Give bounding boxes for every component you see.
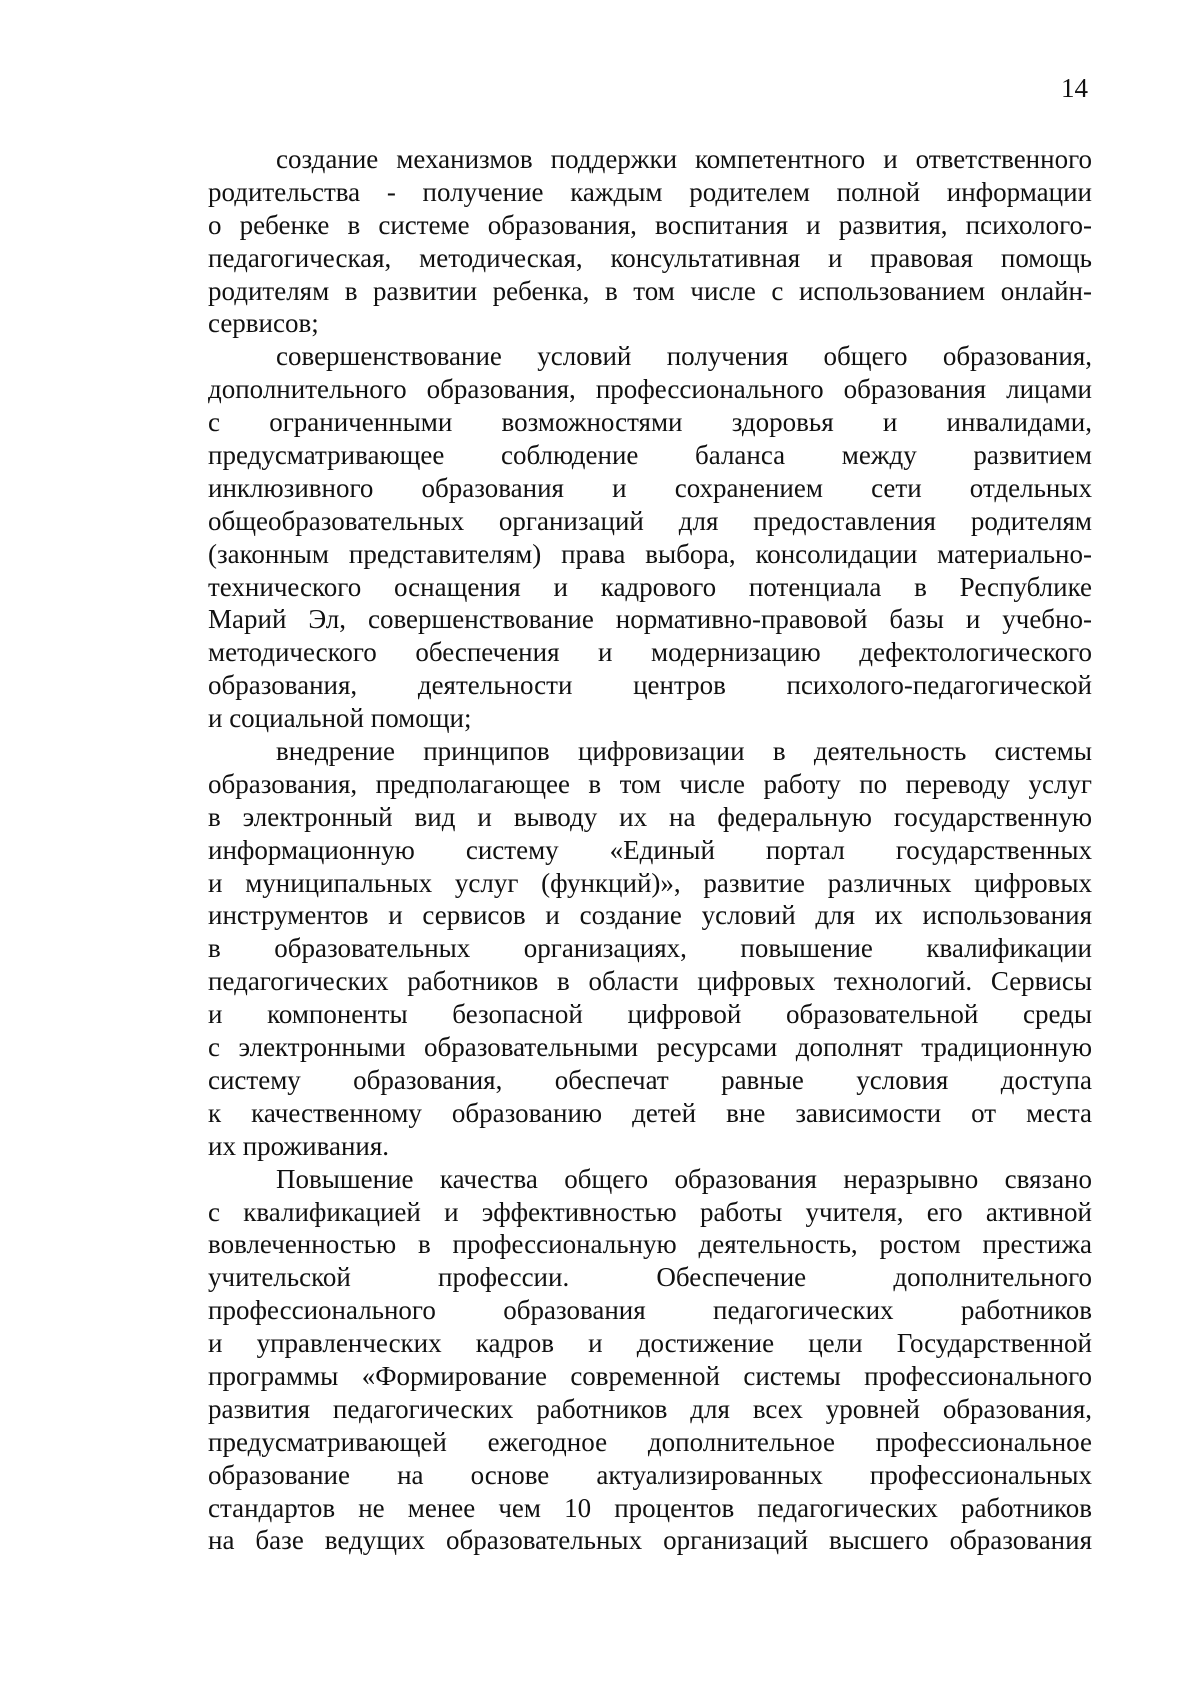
text-line: Марий Эл, совершенствование нормативно-правовой базы и учебно-: [208, 604, 1092, 635]
document-body: [208, 143, 1092, 1557]
text-line: педагогических работников в области цифровых технологий. Сервисы: [208, 966, 1092, 997]
text-line: инклюзивного образования и сохранением сети отдельных: [208, 472, 1092, 503]
text-line: программы «Формирование современной системы профессионального: [208, 1360, 1092, 1391]
text-line: образования, предполагающее в том числе работу по переводу услуг: [208, 768, 1092, 799]
text-line: сервисов;: [208, 308, 319, 339]
text-line: систему образования, обеспечат равные условия доступа: [208, 1064, 1092, 1095]
text-line: предусматривающее соблюдение баланса между развитием: [208, 440, 1092, 471]
text-line: и муниципальных услуг (функций)», развитие различных цифровых: [208, 867, 1092, 898]
text-line: вовлеченностью в профессиональную деятельность, ростом престижа: [208, 1229, 1092, 1260]
text-line: и управленческих кадров и достижение цели Государственной: [208, 1328, 1092, 1359]
text-line: дополнительного образования, профессионального образования лицами: [208, 374, 1092, 405]
text-line: технического оснащения и кадрового потенциала в Республике: [208, 571, 1092, 602]
text-line: родителям в развитии ребенка, в том числе с использованием онлайн-: [208, 275, 1092, 306]
text-line: в электронный вид и выводу их на федеральную государственную: [208, 801, 1092, 832]
text-line: к качественному образованию детей вне зависимости от места: [208, 1097, 1092, 1128]
text-line: совершенствование условий получения общего образования,: [276, 341, 1092, 372]
page-number: 14: [1061, 73, 1088, 103]
text-line: развития педагогических работников для всех уровней образования,: [208, 1393, 1092, 1424]
text-line: с ограниченными возможностями здоровья и инвалидами,: [208, 407, 1092, 438]
paragraph: [208, 735, 1092, 1163]
text-line: профессионального образования педагогических работников: [208, 1295, 1092, 1326]
text-line: на базе ведущих образовательных организаций высшего образования: [208, 1525, 1092, 1556]
paragraph: [208, 143, 1092, 340]
text-line: и компоненты безопасной цифровой образовательной среды: [208, 999, 1092, 1030]
text-line: и социальной помощи;: [208, 703, 472, 734]
text-line: в образовательных организациях, повышение квалификации: [208, 933, 1092, 964]
text-line: Повышение качества общего образования неразрывно связано: [276, 1163, 1092, 1194]
text-line: образования, деятельности центров психолого-педагогической: [208, 670, 1092, 701]
text-line: с электронными образовательными ресурсами дополнят традиционную: [208, 1032, 1092, 1063]
text-line: стандартов не менее чем 10 процентов педагогических работников: [208, 1492, 1092, 1523]
text-line: информационную систему «Единый портал государственных: [208, 834, 1092, 865]
text-line: родительства - получение каждым родителем полной информации: [208, 176, 1092, 207]
text-line: внедрение принципов цифровизации в деятельность системы: [276, 736, 1092, 767]
text-line: предусматривающей ежегодное дополнительное профессиональное: [208, 1426, 1092, 1457]
text-line: общеобразовательных организаций для предоставления родителям: [208, 505, 1092, 536]
text-line: образование на основе актуализированных профессиональных: [208, 1459, 1092, 1490]
text-line: педагогическая, методическая, консультативная и правовая помощь: [208, 242, 1092, 273]
text-line: инструментов и сервисов и создание условий для их использования: [208, 900, 1092, 931]
text-line: с квалификацией и эффективностью работы учителя, его активной: [208, 1196, 1092, 1227]
text-line: (законным представителям) права выбора, консолидации материально-: [208, 538, 1092, 569]
text-line: методического обеспечения и модернизацию дефектологического: [208, 637, 1092, 668]
text-line: учительской профессии. Обеспечение дополнительного: [208, 1262, 1092, 1293]
text-line: их проживания.: [208, 1130, 390, 1161]
paragraph: [208, 1163, 1092, 1558]
text-line: о ребенке в системе образования, воспитания и развития, психолого-: [208, 209, 1092, 240]
text-line: создание механизмов поддержки компетентного и ответственного: [276, 144, 1092, 174]
paragraph: [208, 340, 1092, 735]
